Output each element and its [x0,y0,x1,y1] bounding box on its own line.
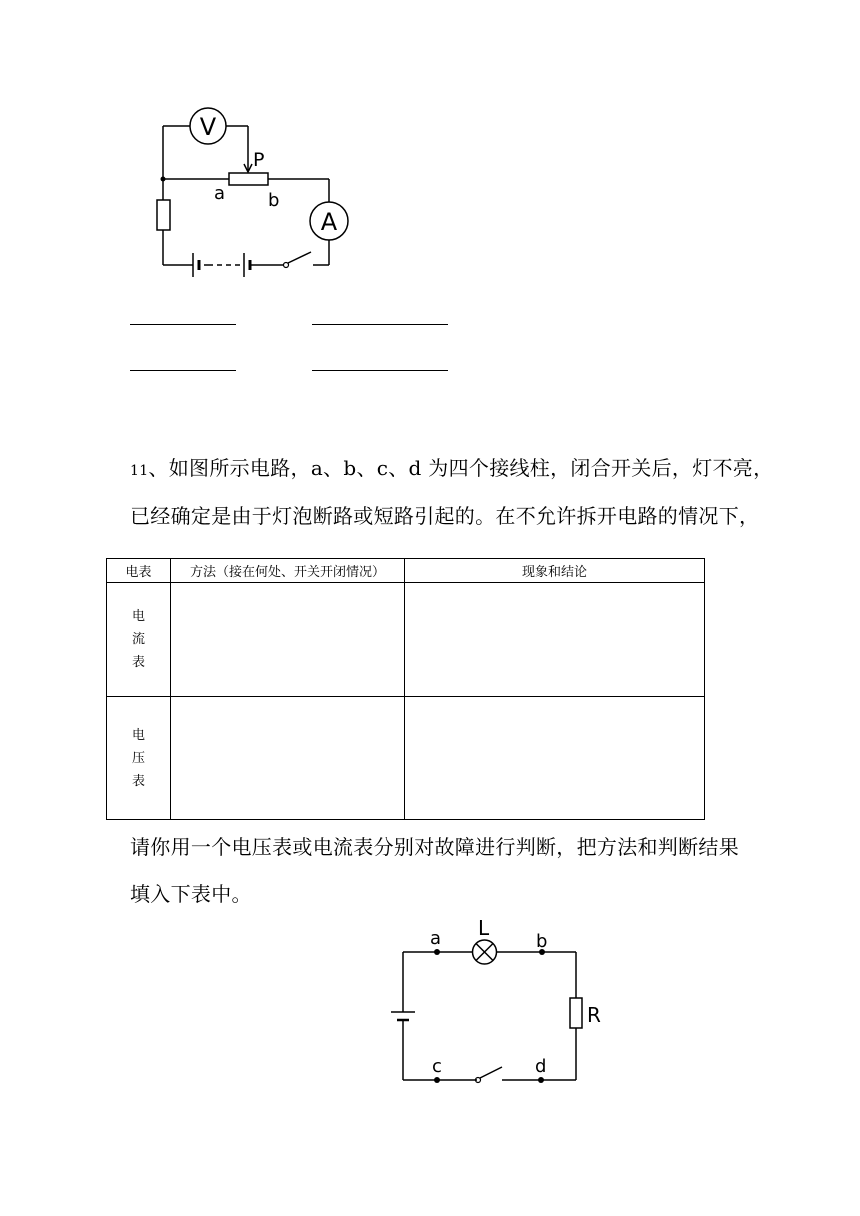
terminal-c [434,1077,440,1083]
question-line-1: 11、如图所示电路，a、b、c、d 为四个接线柱，闭合开关后，灯不亮， [130,456,774,480]
table-row-voltmeter [107,697,705,820]
circuit-diagram-rheostat [140,100,370,290]
question-line-2: 已经确定是由于灯泡断路或短路引起的。在不允许拆开电路的情况下， [130,504,760,528]
answer-table [106,558,705,820]
header-method: 方法（接在何处、开关开闭情况） [171,559,405,583]
question-number: 11 [130,463,149,479]
terminal-b-label: b [536,931,548,952]
answer-blank-1[interactable] [130,324,236,325]
answer-blank-3[interactable] [130,370,236,371]
answer-blank-4[interactable] [312,370,448,371]
resistor-r [570,998,582,1028]
terminal-a [434,949,440,955]
rheostat-end-a: a [214,183,226,204]
terminal-d [538,1077,544,1083]
rheostat-end-b: b [268,190,280,211]
meter-voltmeter: 电 压 表 [107,697,171,820]
answer-blank-2[interactable] [312,324,448,325]
terminal-a-label: a [430,928,442,949]
header-result: 现象和结论 [405,559,705,583]
lamp-label: L [478,916,490,940]
table-header-row [107,559,705,583]
meter-ammeter: 电 流 表 [107,583,171,697]
header-meter: 电表 [107,559,171,583]
ammeter-method-cell[interactable] [171,583,405,697]
ammeter-result-cell[interactable] [405,583,705,697]
ammeter-label: A [320,208,338,236]
voltmeter-label: V [199,113,217,141]
question-line-3: 请你用一个电压表或电流表分别对故障进行判断，把方法和判断结果 [130,835,739,859]
table-row-ammeter [107,583,705,697]
resistor-label: R [587,1003,601,1027]
circuit-diagram-lamp [380,915,610,1095]
question-line-4: 填入下表中。 [130,882,252,906]
voltmeter-method-cell[interactable] [171,697,405,820]
voltmeter-result-cell[interactable] [405,697,705,820]
terminal-d-label: d [535,1056,547,1077]
terminal-c-label: c [432,1056,442,1077]
slider-label: P [253,149,265,171]
